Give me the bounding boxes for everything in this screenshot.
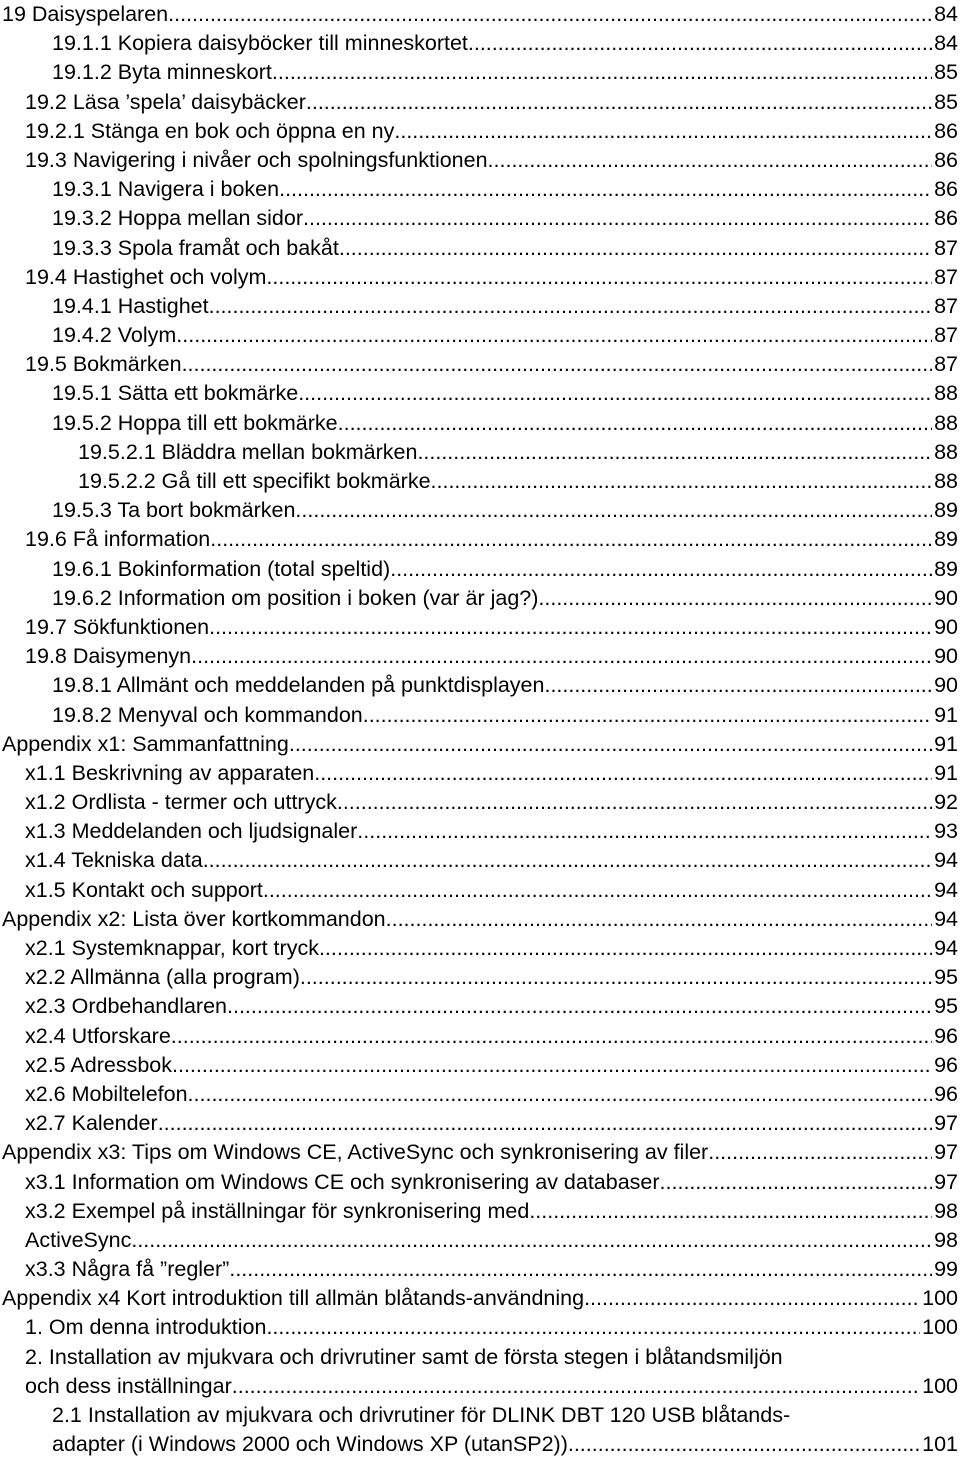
toc-dot-leader [357,817,932,846]
toc-entry[interactable] [0,1343,960,1372]
toc-entry-title: 19.4.1 Hastighet [52,293,209,318]
toc-dot-leader [338,409,932,438]
toc-dot-leader [172,1051,932,1080]
toc-entry-title: 19.2.1 Stänga en bok och öppna en ny [25,118,395,143]
toc-entry-title: x1.5 Kontakt och support [25,877,263,902]
toc-entry[interactable] [0,1168,960,1197]
toc-dot-leader [303,204,932,233]
toc-entry-title: x2.6 Mobiltelefon [25,1081,188,1106]
toc-entry[interactable] [0,1313,960,1342]
toc-entry-title: 2. Installation av mjukvara och drivrutiner samt de första stegen i blåtandsmiljön [25,1344,783,1369]
toc-entry[interactable] [0,525,960,554]
toc-dot-leader [168,0,932,29]
toc-page-number: 91 [934,760,958,785]
toc-entry[interactable] [0,1051,960,1080]
toc-entry[interactable] [0,29,960,58]
toc-entry[interactable] [0,555,960,584]
toc-page-number: 95 [934,994,958,1019]
toc-entry[interactable] [0,1372,960,1401]
toc-entry[interactable] [0,846,960,875]
toc-page-number: 88 [934,410,958,435]
toc-page-number: 94 [934,877,958,902]
toc-entry[interactable] [0,876,960,905]
toc-entry-title: 19.1.1 Kopiera daisyböcker till minneskortet [52,31,468,56]
toc-page-number: 88 [934,381,958,406]
toc-page-number: 98 [934,1198,958,1223]
toc-page-number: 99 [934,1257,958,1282]
toc-dot-leader [171,1022,932,1051]
toc-page-number: 86 [934,147,958,172]
toc-entry[interactable] [0,1430,960,1459]
toc-entry[interactable] [0,934,960,963]
toc-page-number: 90 [934,585,958,610]
toc-dot-leader [390,555,932,584]
toc-dot-leader [708,1138,932,1167]
toc-entry-title: 19.5.3 Ta bort bokmärken [52,498,296,523]
toc-page-number: 87 [934,235,958,260]
toc-entry[interactable] [0,905,960,934]
toc-entry[interactable] [0,263,960,292]
toc-entry-title: 19.6.1 Bokinformation (total speltid) [52,556,391,581]
toc-dot-leader [417,438,932,467]
toc-page-number: 94 [934,936,958,960]
toc-entry[interactable] [0,117,960,146]
toc-dot-leader [386,905,932,934]
toc-dot-leader [272,58,932,87]
toc-entry[interactable] [0,58,960,87]
toc-dot-leader [584,1284,920,1313]
toc-entry-title: 19.4.2 Volym [52,323,177,348]
toc-entry[interactable] [0,671,960,700]
toc-entry[interactable] [0,759,960,788]
toc-entry-title: och dess inställningar [25,1373,232,1398]
toc-page-number: 93 [934,819,958,844]
toc-entry-title: Appendix x2: Lista över kortkommandon [2,906,386,931]
toc-page-number: 96 [934,1081,958,1106]
toc-page-number: 87 [934,293,958,318]
toc-dot-leader [544,671,932,700]
toc-page-number: 98 [934,1227,958,1252]
toc-page-number: 100 [922,1315,958,1340]
toc-entry-title: 19.4 Hastighet och volym [25,264,267,289]
toc-page-number: 88 [934,439,958,464]
toc-dot-leader [660,1168,933,1197]
toc-entry-title: x2.2 Allmänna (alla program) [25,965,300,990]
toc-entry[interactable] [0,0,960,29]
toc-page-number: 94 [934,848,958,873]
toc-entry[interactable] [0,1401,960,1430]
toc-dot-leader [229,1255,932,1284]
toc-page-number: 97 [934,1169,958,1194]
toc-entry-title: 19.5.2 Hoppa till ett bokmärke [52,410,338,435]
toc-entry-title: 19 Daisyspelaren [2,2,169,26]
toc-dot-leader [314,759,932,788]
toc-dot-leader [538,584,932,613]
toc-entry-title: adapter (i Windows 2000 och Windows XP (utanSP2)) [52,1432,568,1457]
toc-dot-leader [191,642,932,671]
toc-entry[interactable] [0,438,960,467]
toc-entry[interactable] [0,1284,960,1313]
toc-entry-title: 19.2 Läsa ’spela’ daisybäcker [25,89,306,114]
toc-entry[interactable] [0,613,960,642]
toc-page-number: 86 [934,118,958,143]
toc-entry[interactable] [0,1109,960,1138]
toc-entry-title: x3.1 Information om Windows CE och synkronisering av databaser [25,1169,660,1194]
toc-entry[interactable] [0,234,960,263]
toc-entry[interactable] [0,701,960,730]
toc-entry[interactable] [0,730,960,759]
toc-entry-title: 1. Om denna introduktion [25,1315,267,1340]
toc-entry-title: x3.2 Exempel på inställningar för synkronisering med [25,1198,530,1223]
toc-page-number: 97 [934,1111,958,1136]
toc-page-number: 89 [934,556,958,581]
toc-dot-leader [131,1226,932,1255]
toc-entry-title: 19.5.1 Sätta ett bokmärke [52,381,299,406]
toc-entry-title: x2.7 Kalender [25,1111,158,1136]
toc-dot-leader [227,992,932,1021]
toc-entry[interactable] [0,1080,960,1109]
toc-entry[interactable] [0,467,960,496]
toc-entry-title: x1.4 Tekniska data [25,848,203,873]
toc-entry-title: x2.4 Utforskare [25,1023,171,1048]
toc-page-number: 90 [934,644,958,669]
toc-dot-leader [337,788,932,817]
toc-entry-title: x2.1 Systemknappar, kort tryck [25,936,319,960]
toc-dot-leader [289,730,932,759]
toc-entry[interactable] [0,496,960,525]
toc-dot-leader [529,1197,932,1226]
toc-entry-title: x1.1 Beskrivning av apparaten [25,760,315,785]
toc-page-number: 84 [934,2,958,26]
toc-page-number: 85 [934,60,958,85]
toc-entry-title: 19.5.2.2 Gå till ett specifikt bokmärke [78,469,431,493]
toc-page-number: 90 [934,673,958,698]
toc-page-number: 100 [922,1373,958,1398]
toc-entry-title: 2.1 Installation av mjukvara och drivrutiner för DLINK DBT 120 USB blåtands- [52,1403,791,1427]
toc-entry[interactable] [0,379,960,408]
toc-entry-title: 19.3.1 Navigera i boken [52,177,280,202]
toc-dot-leader [295,496,932,525]
toc-entry-title: Appendix x4 Kort introduktion till allmän blåtands-användning [2,1286,585,1311]
toc-entry-title: 19.5.2.1 Bläddra mellan bokmärken [78,439,418,464]
toc-entry-title: x2.5 Adressbok [25,1052,173,1077]
toc-entry[interactable] [0,642,960,671]
toc-entry-title: x1.3 Meddelanden och ljudsignaler [25,819,358,844]
toc-entry-title: 19.5 Bokmärken [25,352,182,377]
toc-entry-title: 19.8.2 Menyval och kommandon [52,702,363,727]
toc-entry-title: 19.3.3 Spola framåt och bakåt [52,235,339,260]
toc-page-number: 88 [934,469,958,493]
toc-dot-leader [263,876,932,905]
toc-entry-title: Appendix x3: Tips om Windows CE, ActiveSync och synkronisering av filer [2,1140,709,1165]
toc-entry[interactable] [0,1138,960,1167]
toc-page-number: 92 [934,790,958,815]
toc-dot-leader [488,146,933,175]
toc-entry-title: 19.3 Navigering i nivåer och spolningsfunktionen [25,147,488,172]
toc-dot-leader [266,263,932,292]
toc-dot-leader [232,1372,920,1401]
toc-entry-title: ActiveSync [25,1227,132,1252]
toc-dot-leader [266,1313,920,1342]
toc-entry[interactable] [0,175,960,204]
toc-page-number: 90 [934,614,958,639]
toc-dot-leader [306,88,932,117]
toc-page-number: 97 [934,1140,958,1165]
toc-dot-leader [468,29,932,58]
toc-entry-title: Appendix x1: Sammanfattning [2,731,289,756]
toc-dot-leader [182,350,933,379]
toc-entry[interactable] [0,350,960,379]
toc-entry[interactable] [0,1022,960,1051]
toc-page-number: 86 [934,177,958,202]
toc-dot-leader [209,613,932,642]
toc-entry[interactable] [0,584,960,613]
toc-entry[interactable] [0,146,960,175]
toc-entry[interactable] [0,204,960,233]
toc-dot-leader [279,175,932,204]
toc-dot-leader [298,379,932,408]
toc-entry-title: x2.3 Ordbehandlaren [25,994,228,1019]
toc-entry[interactable] [0,1226,960,1255]
toc-entry[interactable] [0,88,960,117]
toc-page-number: 89 [934,498,958,523]
toc-entry[interactable] [0,1197,960,1226]
toc-dot-leader [158,1109,932,1138]
toc-entry-title: x3.3 Några få ”regler” [25,1257,230,1282]
toc-page-number: 100 [922,1286,958,1311]
toc-page-number: 91 [934,702,958,727]
toc-dot-leader [203,846,932,875]
toc-page-number: 85 [934,89,958,114]
toc-page-number: 94 [934,906,958,931]
toc-dot-leader [188,1080,933,1109]
toc-page-number: 86 [934,206,958,231]
toc-page-number: 91 [934,731,958,756]
toc-page-number: 95 [934,965,958,990]
toc-dot-leader [394,117,932,146]
toc-entry[interactable] [0,817,960,846]
toc-dot-leader [431,467,933,496]
toc-page-number: 89 [934,527,958,552]
toc-dot-leader [319,934,932,963]
toc-entry-title: 19.6 Få information [25,527,211,552]
toc-page-number: 87 [934,264,958,289]
toc-entry[interactable] [0,409,960,438]
toc-page-number: 96 [934,1023,958,1048]
toc-entry[interactable] [0,992,960,1021]
toc-entry[interactable] [0,1255,960,1284]
toc-dot-leader [300,963,932,992]
toc-dot-leader [209,292,932,321]
toc-entry-title: x1.2 Ordlista - termer och uttryck [25,790,337,815]
toc-entry[interactable] [0,292,960,321]
toc-entry[interactable] [0,321,960,350]
toc-entry-title: 19.8 Daisymenyn [25,644,192,669]
toc-entry-title: 19.3.2 Hoppa mellan sidor [52,206,303,231]
toc-entry-title: 19.6.2 Information om position i boken (var är jag?) [52,585,539,610]
toc-page-number: 101 [922,1432,958,1457]
toc-page-number: 96 [934,1052,958,1077]
toc-entry-title: 19.8.1 Allmänt och meddelanden på punktdisplayen [52,673,545,698]
toc-dot-leader [568,1430,920,1459]
toc-page-number: 84 [934,31,958,56]
toc-entry[interactable] [0,963,960,992]
toc-dot-leader [339,234,932,263]
toc-entry-title: 19.1.2 Byta minneskort [52,60,272,85]
toc-entry[interactable] [0,788,960,817]
toc-entry-title: 19.7 Sökfunktionen [25,614,210,639]
toc-dot-leader [210,525,932,554]
toc-dot-leader [363,701,932,730]
toc-page-number: 87 [934,352,958,377]
toc-page-number: 87 [934,323,958,348]
toc-dot-leader [176,321,932,350]
